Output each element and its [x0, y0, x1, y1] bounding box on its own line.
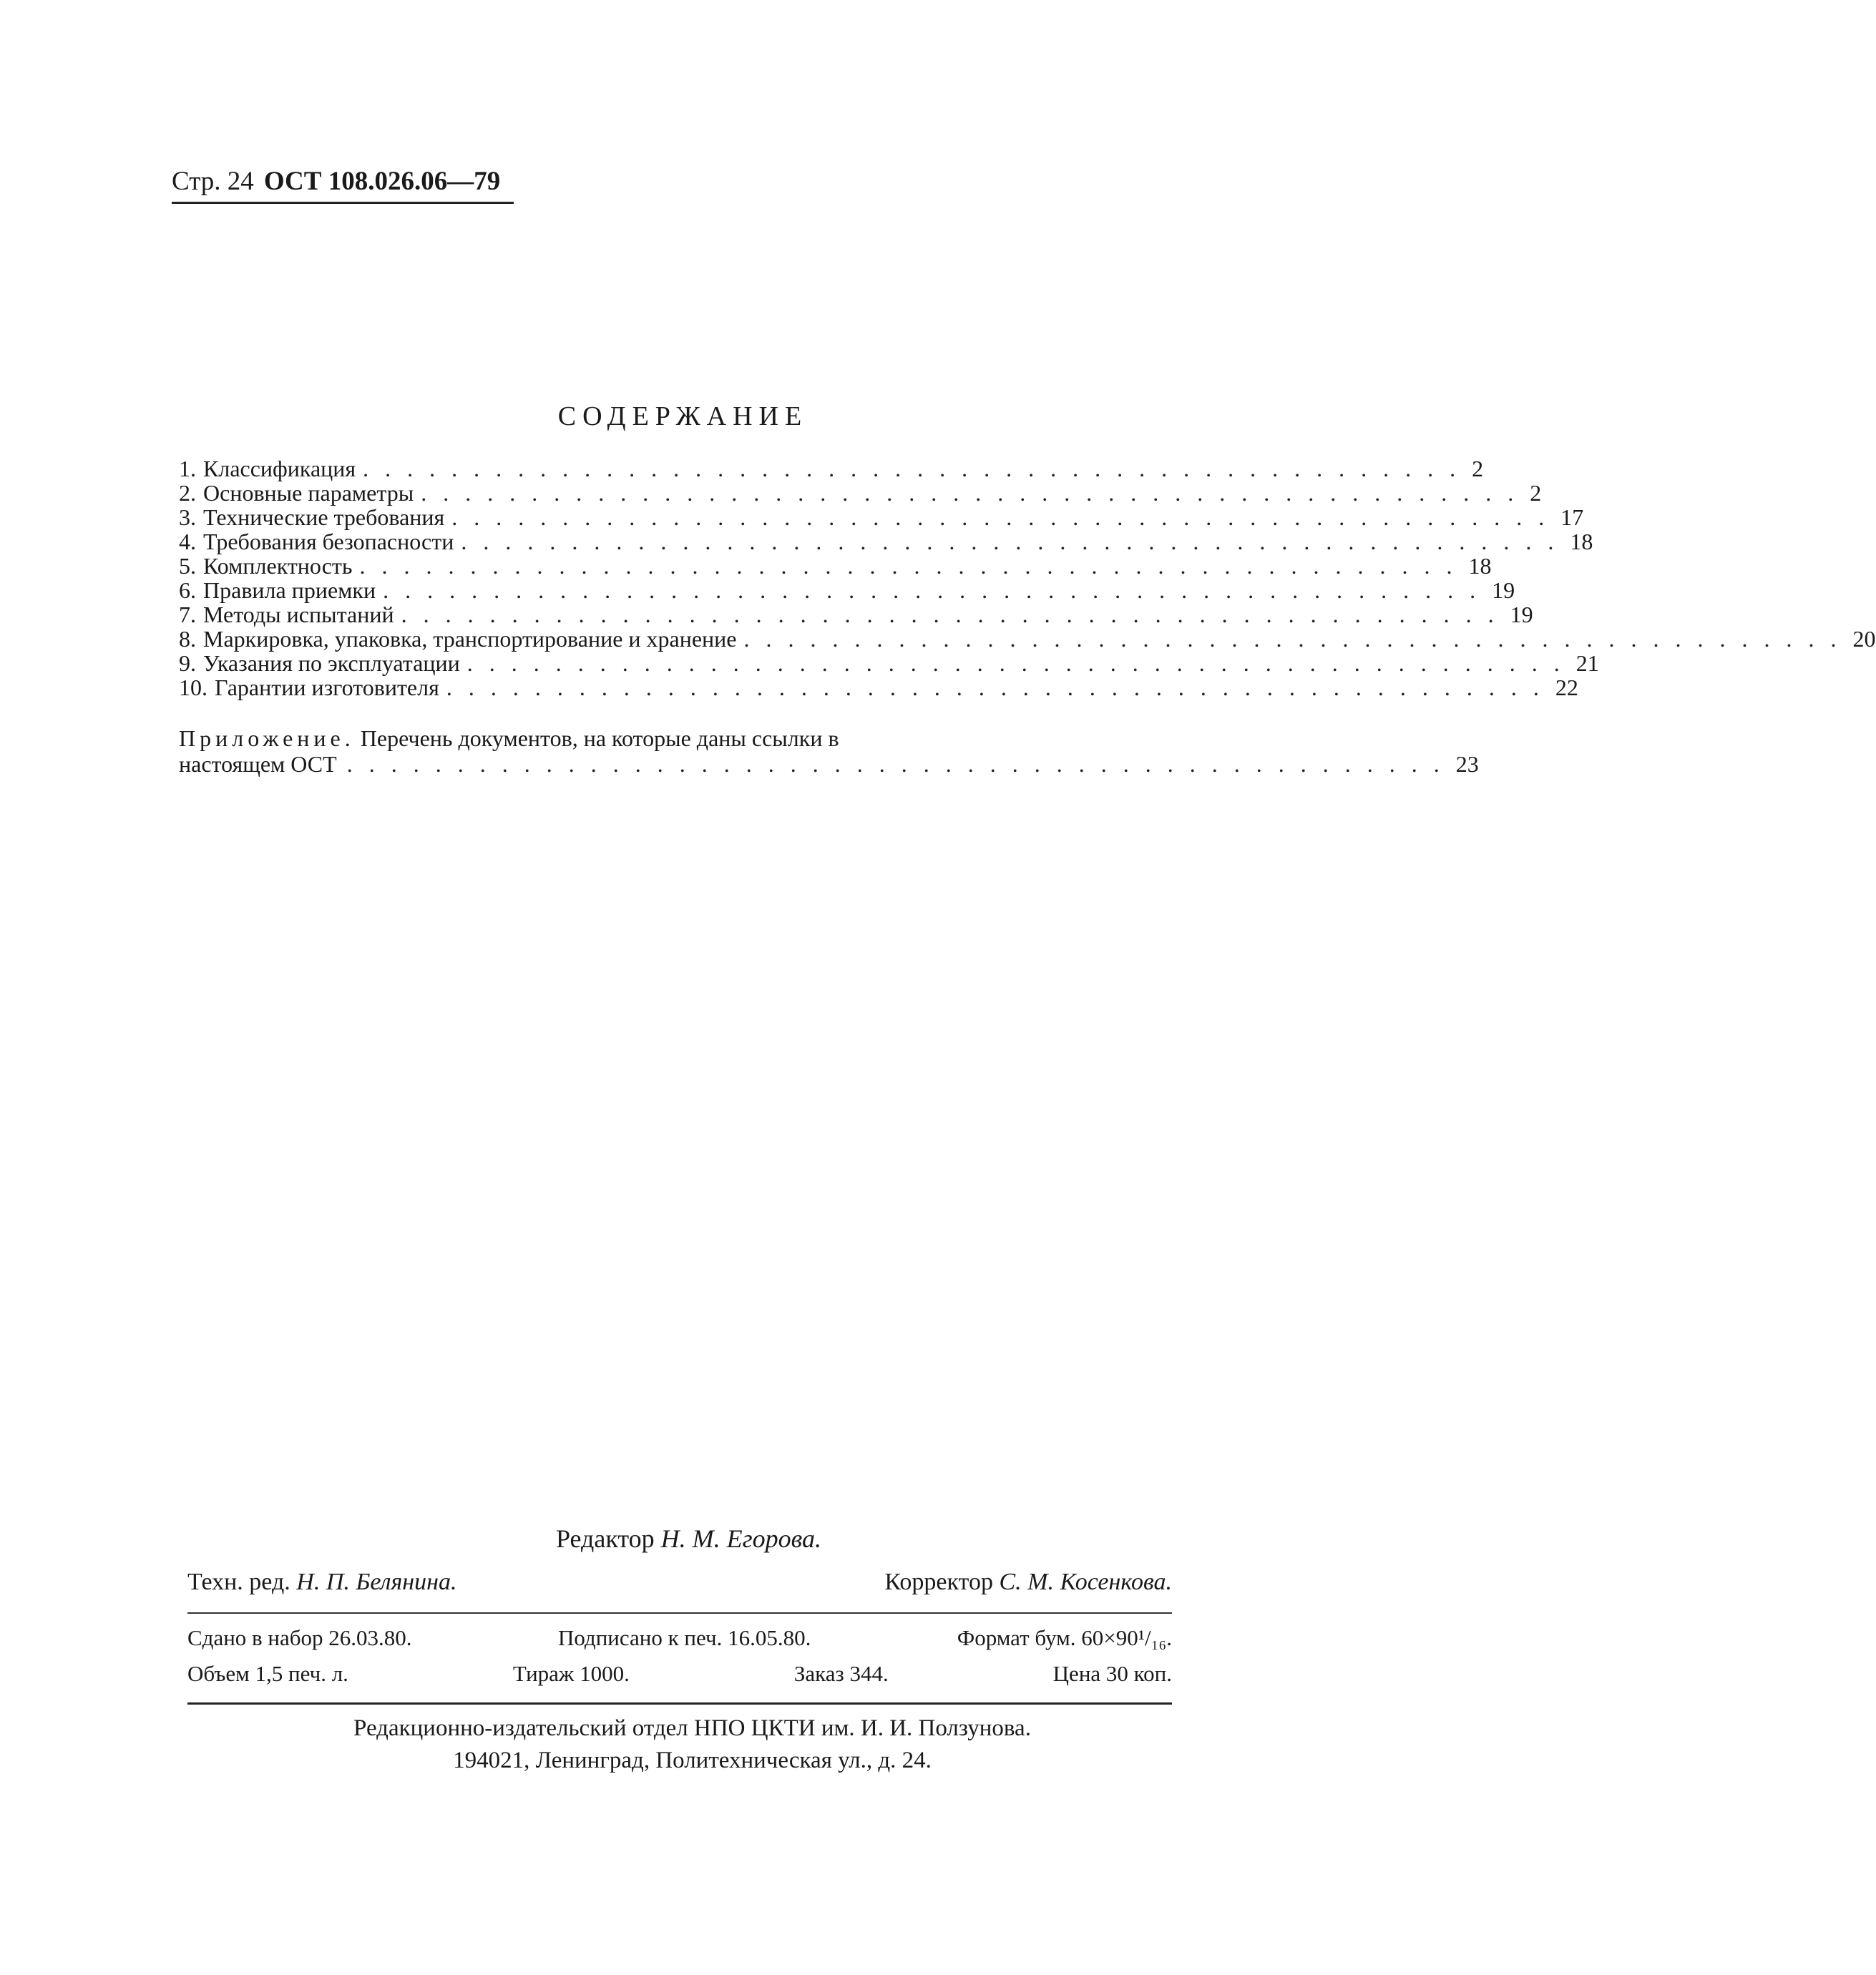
toc-entry-label: Комплектность: [203, 553, 353, 579]
appendix-page: 23: [1455, 751, 1479, 777]
price: Цена 30 коп.: [1052, 1661, 1172, 1686]
toc-entry-page: 18: [1570, 529, 1593, 554]
page-header: [172, 166, 500, 197]
toc-entry: [179, 602, 1533, 627]
toc-leader-dots: ..................................................: [363, 456, 1472, 481]
toc-entry-number: 9.: [179, 650, 196, 676]
toc-entry-number: 1.: [179, 456, 196, 481]
appendix-leader-dots: ..................................................: [346, 751, 1456, 777]
toc-entry-page: 19: [1510, 602, 1533, 627]
toc-leader-dots: ..................................................: [451, 504, 1561, 530]
toc-entry: [179, 577, 1515, 603]
standard-code: ОСТ 108.026.06—79: [263, 167, 501, 196]
toc-leader-dots: ..................................................: [446, 675, 1555, 700]
toc-entry-number: 2.: [179, 480, 196, 506]
toc-leader-dots: ..................................................: [383, 577, 1493, 603]
tech-editor-name: Н. П. Белянина.: [296, 1569, 457, 1595]
toc-entry-label: Маркировка, упаковка, транспортирование и хранение: [203, 626, 737, 652]
toc-leader-dots: ..................................................: [743, 626, 1853, 652]
toc-entry-page: 17: [1560, 504, 1584, 530]
toc-entry-number: 8.: [179, 626, 196, 652]
tech-editor-label: Техн. ред.: [187, 1569, 290, 1595]
toc-entry-label: Классификация: [203, 456, 356, 481]
toc-leader-dots: ..................................................: [359, 553, 1469, 579]
appendix-text-1: Перечень документов, на которые даны ссылки в: [360, 725, 839, 751]
toc-entry-number: 4.: [179, 529, 196, 554]
signed-date: Подписано к печ. 16.05.80.: [557, 1625, 811, 1650]
appendix-label: Приложение.: [179, 725, 355, 751]
toc-entry-page: 2: [1472, 456, 1484, 481]
proofreader-name: С. М. Косенкова.: [999, 1569, 1172, 1595]
appendix-line-2: [179, 751, 1479, 777]
toc-leader-dots: ..................................................: [466, 650, 1576, 676]
toc-entry: [179, 675, 1578, 700]
toc-entry-number: 5.: [179, 553, 196, 579]
order-number: Заказ 344.: [793, 1661, 889, 1686]
toc-appendix-entry: [179, 725, 1479, 777]
tech-editor-credit: [187, 1569, 457, 1596]
toc-entry: [179, 504, 1584, 530]
toc-entry-label: Требования безопасности: [203, 529, 454, 554]
publisher-name: Редакционно-издательский отдел НПО ЦКТИ им. И. И. Ползунова.: [353, 1715, 1031, 1741]
toc-entry-label: Методы испытаний: [203, 602, 394, 627]
toc-entry-page: 20: [1852, 626, 1876, 652]
credits-row: [187, 1569, 1172, 1596]
toc-entry-number: 10.: [179, 675, 207, 700]
volume: Объем 1,5 печ. л.: [187, 1661, 348, 1686]
proofreader-credit: [884, 1569, 1172, 1596]
print-run: Тираж 1000.: [512, 1661, 630, 1686]
toc-entry-number: 6.: [179, 577, 196, 603]
toc-entry-page: 19: [1492, 577, 1515, 603]
publisher-address: 194021, Ленинград, Политехническая ул., д. 24.: [453, 1748, 932, 1773]
toc-leader-dots: ..................................................: [461, 529, 1570, 554]
toc-entry-label: Технические требования: [203, 504, 445, 530]
toc-entry: [179, 650, 1599, 676]
toc-entry-page: 22: [1555, 675, 1578, 700]
typeset-date: Сдано в набор 26.03.80.: [187, 1625, 412, 1650]
appendix-text-2: настоящем ОСТ: [179, 751, 337, 777]
toc-entry-label: Правила приемки: [203, 577, 376, 603]
toc-entry-page: 18: [1468, 553, 1492, 579]
page-number: Стр. 24: [172, 167, 254, 196]
toc-entry-label: Указания по эксплуатации: [203, 650, 460, 676]
toc-title: СОДЕРЖАНИЕ: [557, 401, 808, 431]
toc-leader-dots: ..................................................: [421, 480, 1530, 506]
toc-entry: [179, 456, 1484, 481]
editor-label: Редактор: [555, 1524, 655, 1553]
appendix-line-1: [179, 725, 1173, 751]
proofreader-label: Корректор: [884, 1569, 993, 1595]
toc-entry-page: 21: [1575, 650, 1599, 676]
editor-name: Н. М. Егорова.: [660, 1524, 822, 1553]
toc-list: [179, 456, 1876, 700]
toc-entry-label: Основные параметры: [203, 480, 414, 506]
toc-entry-page: 2: [1530, 480, 1542, 506]
toc-entry: [179, 553, 1492, 579]
print-details-row-1: [187, 1625, 1172, 1651]
toc-entry-label: Гарантии изготовителя: [215, 675, 439, 700]
paper-format: Формат бум. 60×90¹/₁₆.: [957, 1625, 1172, 1650]
print-details-row-2: [187, 1661, 1172, 1687]
toc-leader-dots: ..................................................: [401, 602, 1510, 627]
toc-entry: [179, 480, 1542, 506]
toc-entry: [179, 626, 1876, 652]
imprint-divider-top: [187, 1612, 1172, 1614]
toc-entry-number: 3.: [179, 504, 196, 530]
imprint-divider-bottom: [187, 1702, 1172, 1705]
toc-entry-number: 7.: [179, 602, 196, 627]
toc-entry: [179, 529, 1593, 554]
editor-credit: [0, 1524, 1342, 1554]
header-underline: [172, 202, 514, 204]
